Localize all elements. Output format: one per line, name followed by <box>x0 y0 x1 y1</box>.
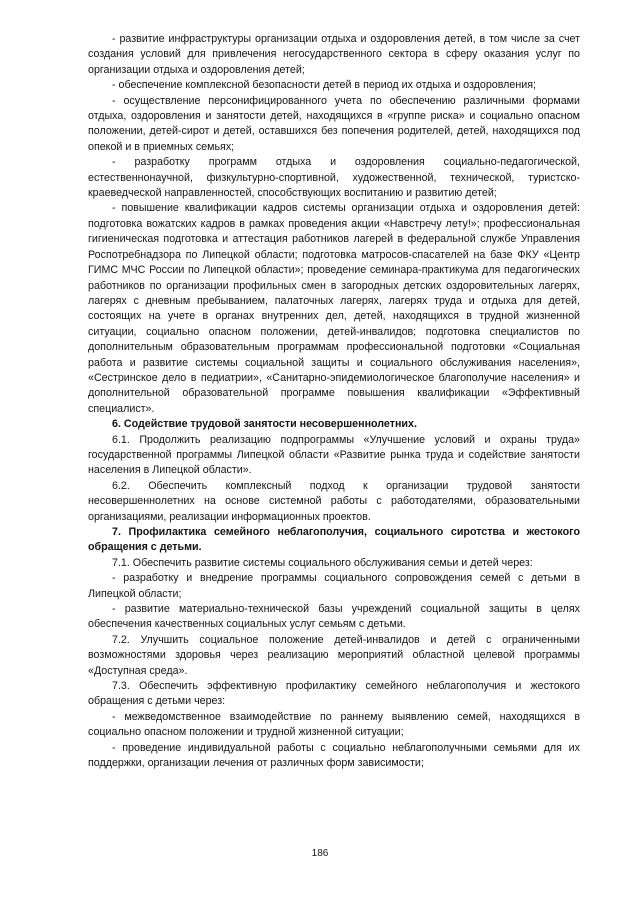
paragraph: - разработку программ отдыха и оздоровления социально-педагогической, естественнонаучной, физкультурно-спортивной, художественной, технической, туристско-краеведческой направленностей, способствующих воспитанию и развитию детей; <box>88 156 580 200</box>
paragraph: - развитие инфраструктуры организации отдыха и оздоровления детей, в том числе за счет создания условий для привлечения негосударственного сектора в сферу оказания услуг по организации отдыха и оздоровления детей; <box>88 33 580 76</box>
paragraph: - проведение индивидуальной работы с социально неблагополучными семьями для их поддержки, организации лечения от различных форм зависимости; <box>88 741 580 770</box>
paragraph: - межведомственное взаимодействие по раннему выявлению семей, находящихся в социально опасном положении и трудной жизненной ситуации; <box>88 710 580 739</box>
paragraph: 6.2. Обеспечить комплексный подход к организации трудовой занятости несовершеннолетних на основе системной работы с работодателями, образовательными организациями, реализации информационных проектов. <box>88 479 580 523</box>
page-number: 186 <box>311 848 329 859</box>
paragraph: - осуществление персонифицированного учета по обеспечению различными формами отдыха, оздоровления и занятости детей, находящихся в «группе риска» и социально опасном положении, детей-сирот и детей, оставшихся без попечения родителей, детей, находящихся под опекой и в приемных семьях; <box>88 94 580 153</box>
paragraph: - разработку и внедрение программы социального сопровождения семей с детьми в Липецкой области; <box>88 572 580 600</box>
paragraph: 7.1. Обеспечить развитие системы социального обслуживания семьи и детей через: <box>112 556 533 569</box>
paragraph: - обеспечение комплексной безопасности детей в период их отдыха и оздоровления; <box>112 79 536 92</box>
document-body <box>88 32 580 772</box>
section-heading: 6. Содействие трудовой занятости несовершеннолетних. <box>112 418 417 431</box>
section-heading: 7. Профилактика семейного неблагополучия, социального сиротства и жестокого обращения с детьми. <box>88 526 580 554</box>
paragraph: 7.2. Улучшить социальное положение детей-инвалидов и детей с ограниченными возможностями здоровья через реализацию мероприятий областной целевой программы «Доступная среда». <box>88 633 580 677</box>
paragraph: - развитие материально-технической базы учреждений социальной защиты в целях обеспечения качественных социальных услуг семьям с детьми. <box>88 603 580 631</box>
paragraph: - повышение квалификации кадров системы организации отдыха и оздоровления детей: подготовка вожатских кадров в рамках проведения акции «Навстречу лету!»; профессиональная гигиеническая подготовка и аттестация работников лагерей в федеральной службе Управления Роспотребнадзора по Липецкой области; подготовка матросов-спасателей на базе ФКУ «Центр ГИМС МЧС России по Липецкой области»; проведение семинара-практикума для педагогических работников по организации профильных смен в загородных детских оздоровительных лагерях, лагерях с дневным пребыванием, палаточных лагерях, лагерях труда и отдыха для детей, состоящих на учете в органах внутренних дел, детей, находящихся в трудной жизненной ситуации, социально опасном положении, детей-инвалидов; подготовка специалистов по дополнительным образовательным программам профессиональной подготовки «Социальная работа и развитие системы социальной защиты и социального обслуживания населения», «Сестринское дело в педиатрии», «Санитарно-эпидемиологическое благополучие населения» и дополнительной образовательной программе повышения квалификации «Эффективный специалист». <box>88 202 580 415</box>
paragraph: 7.3. Обеспечить эффективную профилактику семейного неблагополучия и жестокого обращения с детьми через: <box>88 680 580 708</box>
paragraph: 6.1. Продолжить реализацию подпрограммы «Улучшение условий и охраны труда» государственной программы Липецкой области «Развитие рынка труда и содействие занятости населения в Липецкой области». <box>88 433 580 477</box>
